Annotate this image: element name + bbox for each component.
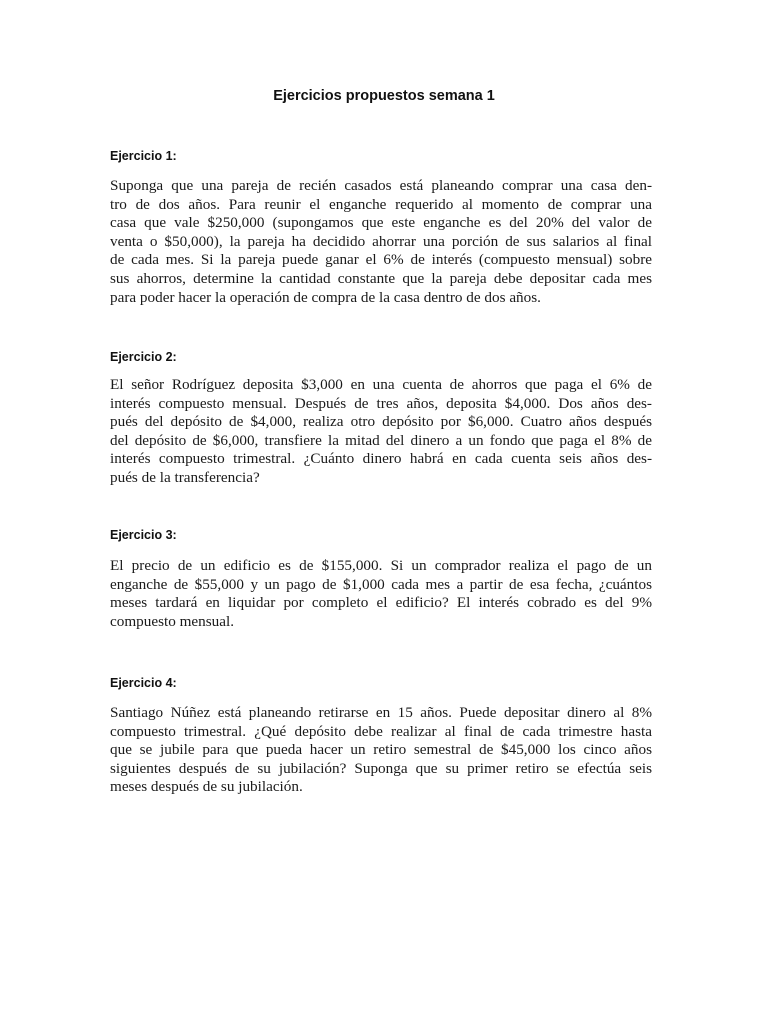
exercise-1-line: de cada mes. Si la pareja puede ganar el 6% de interés (compuesto mensual) sobre — [110, 251, 652, 269]
exercise-1-line: sus ahorros, determine la cantidad constante que la pareja debe depositar cada mes — [110, 269, 652, 287]
exercise-1-line: venta o $50,000), la pareja ha decidido ahorrar una porción de sus salarios al final — [110, 232, 652, 250]
exercise-1-line: Suponga que una pareja de recién casados está planeando comprar una casa den- — [110, 177, 652, 194]
exercise-2-line: interés compuesto trimestral. ¿Cuánto dinero habrá en cada cuenta seis años des- — [110, 450, 652, 468]
exercise-2-line: pués del depósito de $4,000, realiza otro depósito por $6,000. Cuatro años después — [110, 413, 652, 431]
exercise-2-heading: Ejercicio 2: — [110, 350, 177, 364]
exercise-3-heading: Ejercicio 3: — [110, 528, 177, 542]
exercise-1-line: para poder hacer la operación de compra de la casa dentro de dos años. — [110, 288, 541, 306]
exercise-2-line: del depósito de $6,000, transfiere la mitad del dinero a un fondo que paga el 8% de — [110, 431, 652, 449]
exercise-2-line: interés compuesto mensual. Después de tres años, deposita $4,000. Dos años des- — [110, 394, 652, 412]
exercise-1-heading: Ejercicio 1: — [110, 149, 177, 163]
exercise-4-line: siguientes después de su jubilación? Suponga que su primer retiro se efectúa seis — [110, 759, 652, 777]
exercise-4-line: que se jubile para que pueda hacer un retiro semestral de $45,000 los cinco años — [110, 741, 652, 759]
exercise-2-line: El señor Rodríguez deposita $3,000 en una cuenta de ahorros que paga el 6% de — [110, 376, 652, 393]
exercise-4-heading: Ejercicio 4: — [110, 676, 177, 690]
exercise-4-line: Santiago Núñez está planeando retirarse en 15 años. Puede depositar dinero al 8% — [110, 704, 652, 721]
exercise-4-line: meses después de su jubilación. — [110, 778, 303, 796]
exercise-2-line: pués de la transferencia? — [110, 468, 260, 486]
exercise-1-line: tro de dos años. Para reunir el enganche requerido al momento de comprar una — [110, 195, 652, 213]
page-title: Ejercicios propuestos semana 1 — [273, 88, 495, 104]
exercise-3-line: compuesto mensual. — [110, 612, 235, 630]
exercise-3-line: enganche de $55,000 y un pago de $1,000 cada mes a partir de esa fecha, ¿cuántos — [110, 575, 652, 593]
exercise-4-text — [110, 704, 652, 797]
exercise-3-line: El precio de un edificio es de $155,000. Si un comprador realiza el pago de un — [110, 557, 652, 574]
exercise-3-text — [110, 557, 652, 631]
exercise-1-line: casa que vale $250,000 (supongamos que este enganche es del 20% del valor de — [110, 214, 652, 232]
exercise-1-text — [110, 177, 652, 307]
exercise-3-line: meses tardará en liquidar por completo el edificio? El interés cobrado es del 9% — [110, 594, 652, 612]
exercise-2-text — [110, 376, 652, 488]
exercise-4-line: compuesto trimestral. ¿Qué depósito debe realizar al final de cada trimestre hasta — [110, 722, 652, 740]
